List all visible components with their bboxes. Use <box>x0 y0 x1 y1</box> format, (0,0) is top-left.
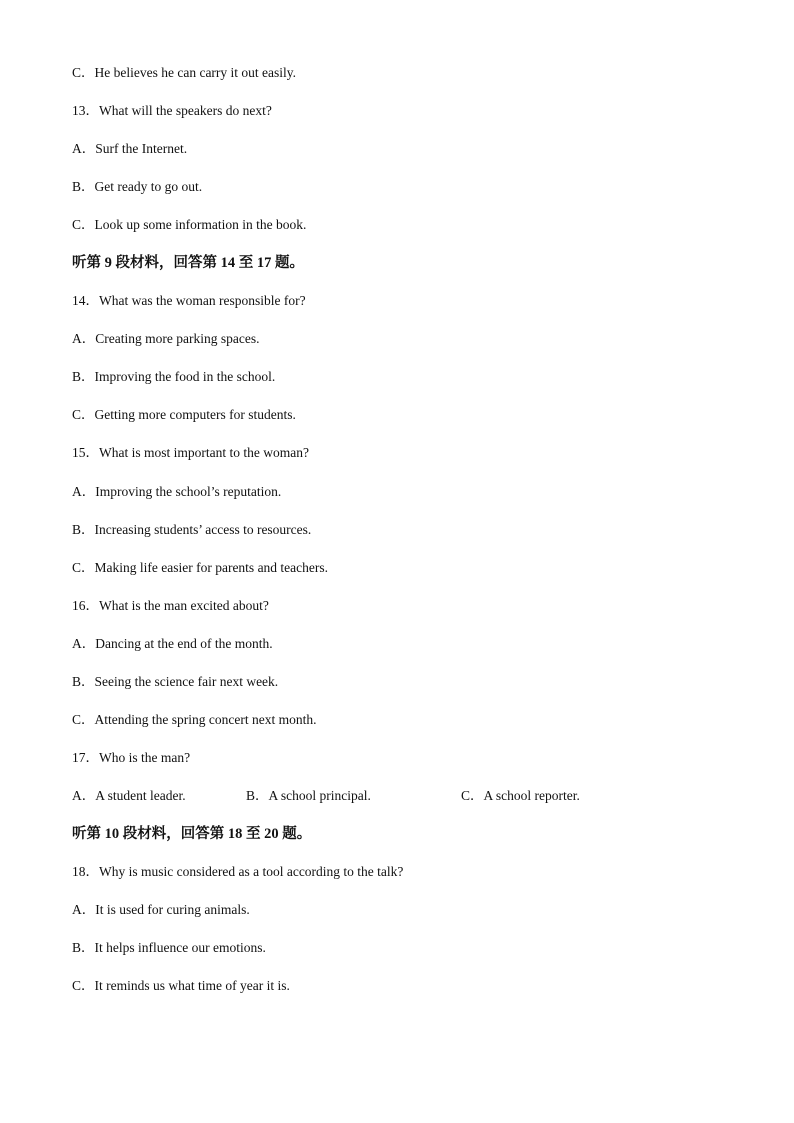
options-row-17 <box>72 787 672 805</box>
question-15: 15．What is most important to the woman? <box>72 445 309 460</box>
option-15b: B．Increasing students’ access to resources. <box>72 522 312 537</box>
question-16: 16．What is the man excited about? <box>72 598 269 613</box>
option-14b: B．Improving the food in the school. <box>72 369 276 384</box>
option-17b: B．A school principal. <box>246 788 371 803</box>
option-16c: C．Attending the spring concert next month. <box>72 712 317 727</box>
section-heading-10: 听第 10 段材料，回答第 18 至 20 题。 <box>72 826 312 842</box>
option-15c: C．Making life easier for parents and teachers. <box>72 560 329 575</box>
section-heading-9: 听第 9 段材料，回答第 14 至 17 题。 <box>72 255 304 271</box>
option-18c: C．It reminds us what time of year it is. <box>72 978 290 993</box>
option-13c: C．Look up some information in the book. <box>72 217 307 232</box>
option-15a: A．Improving the school’s reputation. <box>72 484 282 499</box>
option-16b: B．Seeing the science fair next week. <box>72 674 279 689</box>
option-14c: C．Getting more computers for students. <box>72 407 296 422</box>
option-17a: A．A student leader. <box>72 788 186 803</box>
option-14a: A．Creating more parking spaces. <box>72 331 260 346</box>
question-13: 13．What will the speakers do next? <box>72 103 272 118</box>
option-17c: C．A school reporter. <box>461 788 580 803</box>
question-18: 18．Why is music considered as a tool according to the talk? <box>72 864 404 879</box>
option-18b: B．It helps influence our emotions. <box>72 940 266 955</box>
option-13b: B．Get ready to go out. <box>72 179 203 194</box>
option-16a: A．Dancing at the end of the month. <box>72 636 273 651</box>
option-18a: A．It is used for curing animals. <box>72 902 250 917</box>
question-14: 14．What was the woman responsible for? <box>72 293 306 308</box>
option-12c: C．He believes he can carry it out easily. <box>72 65 297 80</box>
option-13a: A．Surf the Internet. <box>72 141 188 156</box>
question-17: 17．Who is the man? <box>72 750 191 765</box>
